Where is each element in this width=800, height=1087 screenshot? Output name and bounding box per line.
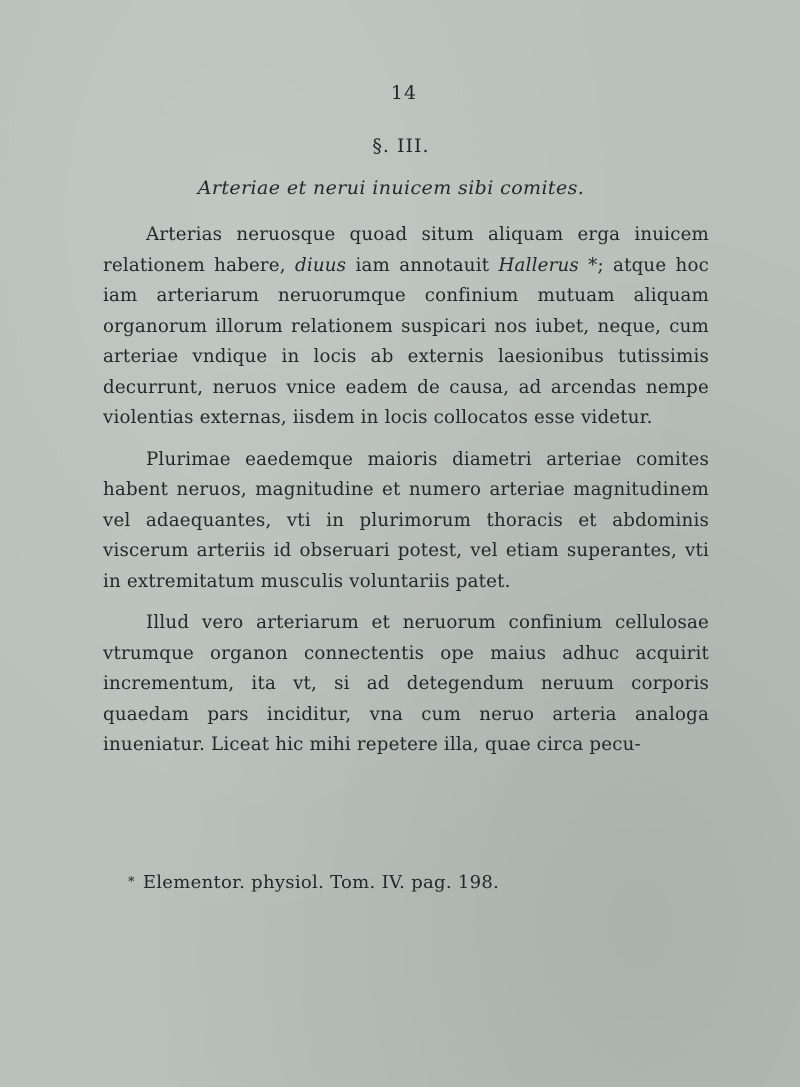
page-number: 14 [390, 82, 418, 104]
paragraph-1-italic-hallerus: Hallerus [498, 254, 579, 276]
paragraph-1-text-c: *; atque hoc iam arteriarum neruorumque confinium mutuam aliquam organorum illorum relationem suspicari nos iubet, neque, cum arteriae vndique in locis ab externis laesionibus tutissimis decurrunt, neruos vnice eadem de causa, ad arcendas nempe violentias externas, iisdem in locis collocatos esse videtur. [103, 254, 709, 428]
paragraph-1 [103, 220, 709, 434]
section-title: Arteriae et nerui inuicem sibi comites. [197, 177, 585, 199]
paragraph-1-text-b: iam annotauit [346, 254, 499, 276]
paragraph-2: Plurimae eaedemque maioris diametri arteriae comites habent neruos, magnitudine et numero arteriae magnitudinem vel adaequantes, vti in plurimorum thoracis et abdominis viscerum arteriis id obseruari potest, vel etiam superantes, vti in extremitatum musculis voluntariis patet. [103, 448, 709, 592]
body-text [103, 220, 709, 761]
paragraph-1-italic-diuus: diuus [295, 254, 347, 276]
footnote [128, 872, 499, 893]
paragraph-1-text-a: Arterias neruosque quoad situm aliquam erga inuicem relationem habere, [103, 224, 709, 276]
paragraph-3: Illud vero arteriarum et neruorum confinium cellulosae vtrumque organon connectentis ope maius adhuc acquirit incrementum, ita vt, si ad detegendum neruum corporis quaedam pars inciditur, vna cum neruo arteria analoga inueniatur. Liceat hic mihi repetere illa, quae circa pecu- [103, 612, 709, 755]
footnote-text: Elementor. physiol. Tom. IV. pag. 198. [142, 872, 500, 893]
section-number: §. III. [372, 135, 430, 157]
footnote-marker: * [128, 875, 135, 890]
